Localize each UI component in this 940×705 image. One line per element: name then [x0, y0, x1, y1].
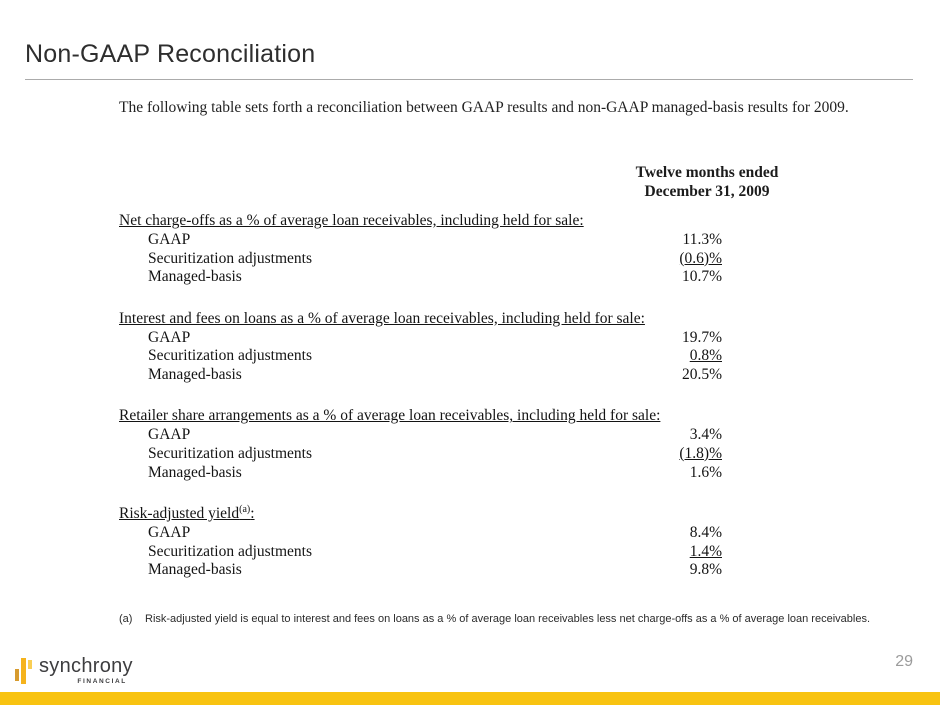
footnote [119, 613, 935, 625]
table-row [119, 561, 722, 580]
row-value: 10.7% [681, 268, 722, 286]
section-heading-text: Interest and fees on loans as a % of average loan receivables, including held for sale: [119, 309, 645, 327]
table-row [119, 426, 722, 445]
row-value: 8.4% [689, 523, 722, 541]
row-label: Securitization adjustments [148, 347, 313, 365]
row-label: GAAP [148, 426, 191, 444]
table-column-header [597, 163, 817, 201]
row-value: 1.6% [689, 463, 722, 481]
table-row [119, 231, 722, 250]
row-value: 1.4% [689, 542, 722, 560]
row-label: GAAP [148, 230, 191, 248]
logo-bar-middle [21, 658, 26, 684]
row-value: (1.8)% [679, 444, 722, 462]
synchrony-bars-icon [15, 658, 33, 686]
reconciliation-table [119, 208, 722, 580]
logo-text-block [39, 656, 133, 685]
table-row [119, 543, 722, 562]
page-title: Non-GAAP Reconciliation [25, 40, 316, 68]
table-row [119, 464, 722, 483]
row-label: Securitization adjustments [148, 542, 313, 560]
section-retailer-share [119, 403, 722, 482]
section-heading-text: Retailer share arrangements as a % of average loan receivables, including held for sale: [119, 407, 661, 425]
row-value: 9.8% [689, 561, 722, 579]
logo-bar-right [28, 660, 32, 669]
section-heading [119, 501, 722, 524]
section-heading [119, 208, 722, 231]
section-heading-sup: (a) [239, 503, 251, 515]
table-row [119, 250, 722, 269]
footnote-text: Risk-adjusted yield is equal to interest and fees on loans as a % of average loan receivables less net charge-offs as a % of average loan receivables. [145, 613, 870, 625]
row-value: 11.3% [682, 230, 722, 248]
section-risk-adjusted-yield [119, 501, 722, 580]
section-heading-suffix: : [250, 505, 255, 523]
page-number: 29 [895, 653, 913, 670]
row-label: Managed-basis [148, 365, 242, 383]
row-label: GAAP [148, 523, 191, 541]
section-heading-text: Net charge-offs as a % of average loan receivables, including held for sale: [119, 212, 584, 230]
logo-subtext: FINANCIAL [77, 678, 127, 685]
row-value: 0.8% [689, 347, 722, 365]
title-divider [25, 79, 913, 80]
logo-wordmark: synchrony [39, 655, 133, 677]
table-row [119, 347, 722, 366]
section-heading [119, 306, 722, 329]
intro-text: The following table sets forth a reconciliation between GAAP results and non-GAAP managed-basis results for 2009. [119, 99, 849, 116]
column-header-line2: December 31, 2009 [644, 183, 770, 200]
section-interest-and-fees [119, 306, 722, 385]
table-row [119, 366, 722, 385]
table-row [119, 268, 722, 287]
table-row [119, 524, 722, 543]
row-label: GAAP [148, 328, 191, 346]
row-label: Managed-basis [148, 463, 242, 481]
section-heading [119, 403, 722, 426]
section-net-charge-offs [119, 208, 722, 287]
table-row [119, 445, 722, 464]
synchrony-logo [15, 656, 133, 686]
row-label: Securitization adjustments [148, 444, 313, 462]
section-heading-text: Risk-adjusted yield [119, 505, 240, 523]
footer-accent-bar [0, 692, 940, 705]
row-label: Managed-basis [148, 561, 242, 579]
row-value: 20.5% [681, 365, 722, 383]
logo-bar-left [15, 669, 19, 681]
row-label: Securitization adjustments [148, 249, 313, 267]
row-label: Managed-basis [148, 268, 242, 286]
row-value: (0.6)% [679, 249, 722, 267]
table-row [119, 329, 722, 348]
column-header-line1: Twelve months ended [635, 164, 779, 181]
row-value: 19.7% [681, 328, 722, 346]
footnote-marker: (a) [119, 613, 133, 625]
row-value: 3.4% [689, 426, 722, 444]
